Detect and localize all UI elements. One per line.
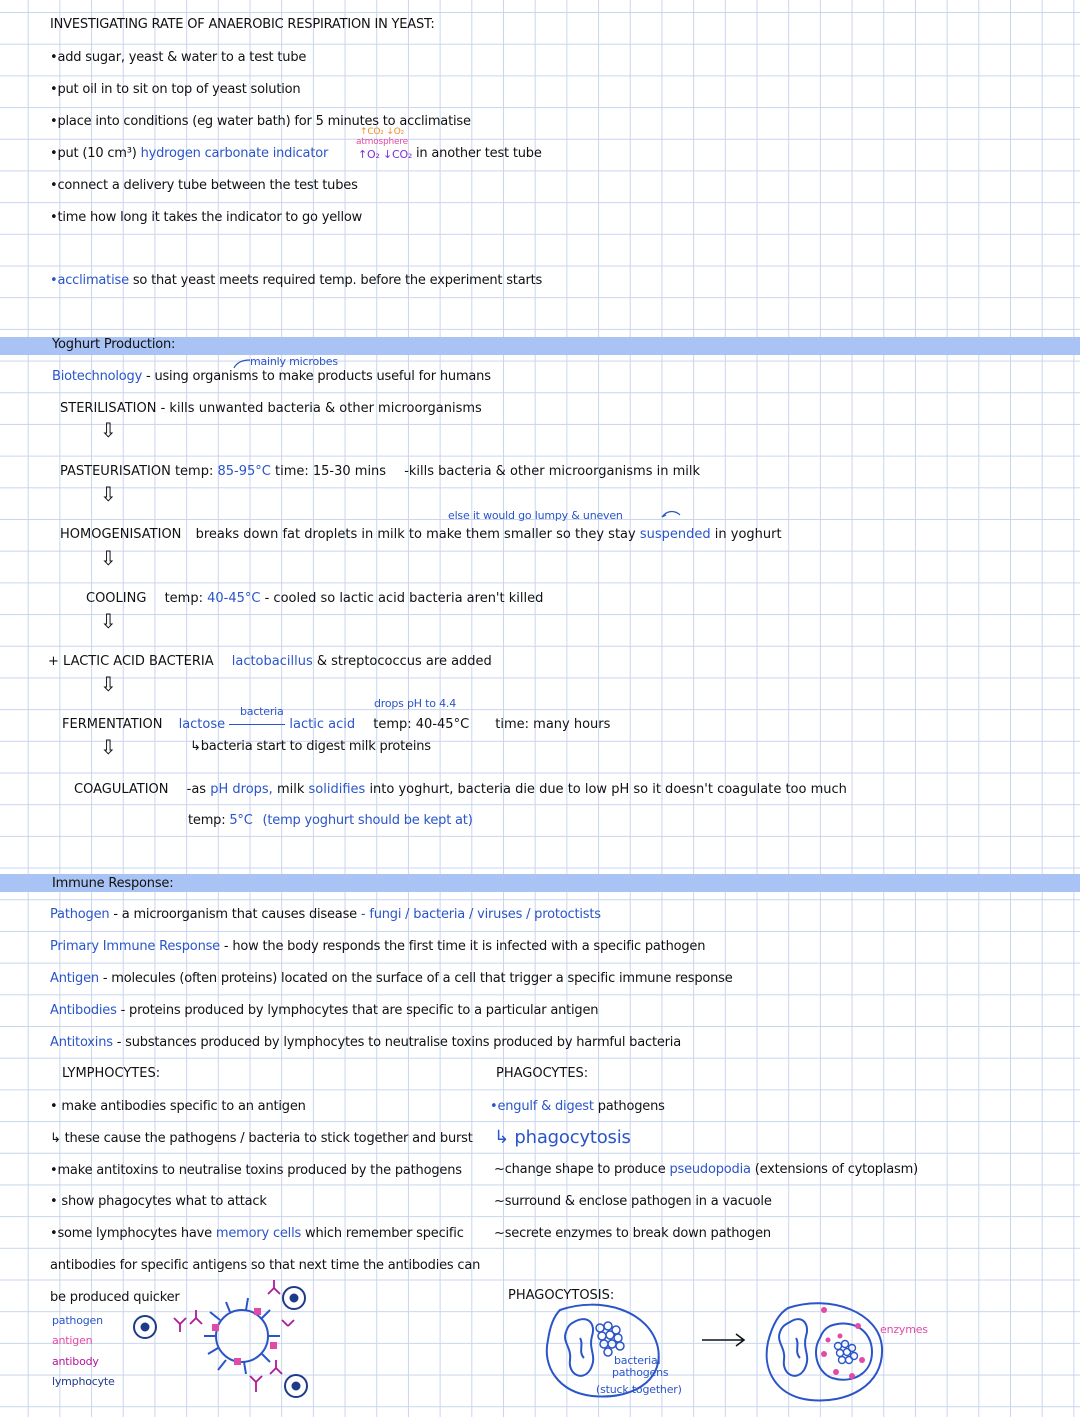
coagulation-temp-label: temp: xyxy=(188,813,226,828)
pasteurisation-line xyxy=(60,464,700,480)
antitoxins-def: - substances produced by lymphocytes to neutralise toxins produced by harmful bacteria xyxy=(116,1035,681,1050)
biotech-def: - using organisms to make products useful for humans xyxy=(146,369,491,384)
pasteurisation-temp-label: temp: xyxy=(174,464,214,479)
homogenisation-note: else it would go lumpy & uneven xyxy=(448,509,623,522)
lymphocyte-point: •make antitoxins to neutralise toxins produced by the pathogens xyxy=(50,1163,462,1178)
coagulation-temp-line xyxy=(188,813,473,829)
antibody-diagram xyxy=(130,1284,330,1404)
fermentation-label: FERMENTATION xyxy=(62,717,163,732)
coagulation-rest: into yoghurt, bacteria die due to low pH so it doesn't coagulate too much xyxy=(369,782,847,797)
step4-post: in another test tube xyxy=(416,146,542,161)
yeast-step-5: •connect a delivery tube between the test tubes xyxy=(50,178,358,193)
biotech-line xyxy=(52,369,491,385)
annotation-arrow xyxy=(232,356,262,370)
down-arrow-icon: ⇩ xyxy=(100,418,117,442)
atmosphere-note-bot: ↑O₂ ↓CO₂ xyxy=(358,148,413,161)
surround-line: ~surround & enclose pathogen in a vacuole xyxy=(494,1194,772,1209)
memory-line-3: be produced quicker xyxy=(50,1290,180,1305)
lactic-acid-term: lactic acid xyxy=(289,717,356,732)
pathogen-term: Pathogen xyxy=(50,907,110,922)
pathogens-label: pathogens xyxy=(612,1366,669,1379)
antigen-def: - molecules (often proteins) located on the surface of a cell that trigger a specific immune response xyxy=(102,971,733,986)
pseudopodia-term: pseudopodia xyxy=(669,1162,751,1177)
yeast-step-4 xyxy=(50,146,542,162)
acclimatise-line xyxy=(50,273,542,289)
phagocytes-heading: PHAGOCYTES: xyxy=(496,1066,589,1081)
lymphocyte-point: • make antibodies specific to an antigen xyxy=(50,1099,306,1114)
bacteria-cluster-icon xyxy=(596,1322,624,1356)
coagulation-milk: milk xyxy=(276,782,305,797)
indicator-term: hydrogen carbonate indicator xyxy=(140,146,329,161)
memory-cells-term: memory cells xyxy=(215,1226,302,1241)
lymphocyte-icon xyxy=(283,1287,305,1309)
ph-drops-term: pH drops, xyxy=(210,782,273,797)
phagocytosis-diagram-title: PHAGOCYTOSIS: xyxy=(508,1288,615,1303)
antibodies-def: - proteins produced by lymphocytes that are specific to a particular antigen xyxy=(120,1003,599,1018)
homogenisation-line xyxy=(60,527,782,543)
sterilisation-label: STERILISATION xyxy=(60,401,157,416)
memory-pre: •some lymphocytes have xyxy=(50,1226,212,1241)
bacterial-label: bacterial xyxy=(614,1354,661,1367)
primary-term: Primary Immune Response xyxy=(50,939,220,954)
homogenisation-end: in yoghurt xyxy=(714,527,782,542)
lymphocyte-point: • show phagocytes what to attack xyxy=(50,1194,267,1209)
lab-rest: & streptococcus are added xyxy=(316,654,492,669)
pasteurisation-temp: 85-95°C xyxy=(217,464,271,479)
cooling-label: COOLING xyxy=(86,591,147,606)
engulf-term: •engulf & digest xyxy=(490,1099,594,1114)
primary-line xyxy=(50,939,705,955)
ph-note: drops pH to 4.4 xyxy=(374,697,456,710)
yoghurt-title: Yoghurt Production: xyxy=(52,337,176,352)
pseudopodia-line xyxy=(494,1162,918,1178)
secrete-line: ~secrete enzymes to break down pathogen xyxy=(494,1226,771,1241)
pathogen-examples: - fungi / bacteria / viruses / protoctists xyxy=(360,907,601,922)
sterilisation-desc: - kills unwanted bacteria & other microorganisms xyxy=(160,401,482,416)
fermentation-sub: ↳bacteria start to digest milk proteins xyxy=(190,739,431,754)
engulf-rest: pathogens xyxy=(597,1099,665,1114)
pseudo-pre: ~change shape to produce xyxy=(494,1162,666,1177)
pasteurisation-time: time: 15-30 mins xyxy=(274,464,387,479)
cooling-temp: 40-45°C xyxy=(207,591,261,606)
antigen-line xyxy=(50,971,733,987)
atmosphere-note-mid: atmosphere xyxy=(356,137,409,147)
fermentation-line xyxy=(62,717,610,733)
acclimatise-term: •acclimatise xyxy=(50,273,129,288)
lab-line xyxy=(48,654,492,670)
solidifies-term: solidifies xyxy=(308,782,366,797)
phagocytosis-term: ↳ phagocytosis xyxy=(494,1127,631,1148)
sterilisation-line xyxy=(60,401,482,417)
memory-line-2: antibodies for specific antigens so that next time the antibodies can xyxy=(50,1258,481,1273)
lab-label: + LACTIC ACID BACTERIA xyxy=(48,654,214,669)
pasteurisation-label: PASTEURISATION xyxy=(60,464,171,479)
lymphocyte-icon xyxy=(285,1375,307,1397)
vacuole-bacteria-icon xyxy=(835,1341,858,1364)
bacteria-above-arrow: bacteria xyxy=(240,705,284,718)
primary-def: - how the body responds the first time it is infected with a specific pathogen xyxy=(223,939,706,954)
pathogen-icon xyxy=(204,1298,280,1374)
coagulation-temp: 5°C xyxy=(229,813,253,828)
homogenisation-desc: breaks down fat droplets in milk to make them smaller so they stay xyxy=(195,527,636,542)
engulf-line xyxy=(490,1099,665,1115)
yeast-step-1: •add sugar, yeast & water to a test tube xyxy=(50,50,307,65)
cooling-line xyxy=(86,591,543,607)
acclimatise-def: so that yeast meets required temp. before the experiment starts xyxy=(132,273,543,288)
yeast-step-3: •place into conditions (eg water bath) for 5 minutes to acclimatise xyxy=(50,114,471,129)
legend-antibody: antibody xyxy=(52,1355,99,1368)
down-arrow-icon: ⇩ xyxy=(100,546,117,570)
coagulation-label: COAGULATION xyxy=(74,782,169,797)
cooling-desc: - cooled so lactic acid bacteria aren't killed xyxy=(264,591,544,606)
atmosphere-note-top: ↑CO₂ ↓O₂ xyxy=(360,127,405,137)
suspended-term: suspended xyxy=(639,527,711,542)
antitoxins-term: Antitoxins xyxy=(50,1035,113,1050)
lymphocyte-point: ↳ these cause the pathogens / bacteria to stick together and burst xyxy=(50,1131,473,1146)
down-arrow-icon: ⇩ xyxy=(100,672,117,696)
lactobacillus-term: lactobacillus xyxy=(231,654,313,669)
pasteurisation-desc: -kills bacteria & other microorganisms in milk xyxy=(404,464,701,479)
antibodies-line xyxy=(50,1003,598,1019)
coagulation-line xyxy=(74,782,847,798)
yeast-step-2: •put oil in to sit on top of yeast solution xyxy=(50,82,301,97)
pathogen-def: - a microorganism that causes disease xyxy=(113,907,357,922)
memory-post: which remember specific xyxy=(305,1226,464,1241)
enzymes-label: enzymes xyxy=(880,1323,928,1336)
immune-title: Immune Response: xyxy=(52,876,174,891)
fermentation-temp: temp: 40-45°C xyxy=(373,717,470,732)
mainly-microbes-note: mainly microbes xyxy=(250,355,338,368)
cooling-temp-label: temp: xyxy=(164,591,203,606)
fermentation-time: time: many hours xyxy=(495,717,611,732)
pseudo-post: (extensions of cytoplasm) xyxy=(754,1162,918,1177)
down-arrow-icon: ⇩ xyxy=(100,482,117,506)
antitoxins-line xyxy=(50,1035,681,1051)
lymphocyte-icon xyxy=(134,1316,156,1338)
process-arrow-icon xyxy=(702,1334,744,1346)
antibodies-term: Antibodies xyxy=(50,1003,117,1018)
coagulation-pre: -as xyxy=(186,782,207,797)
legend-lymphocyte: lymphocyte xyxy=(52,1375,115,1388)
coagulation-temp-note: (temp yoghurt should be kept at) xyxy=(262,813,473,828)
memory-line xyxy=(50,1226,464,1242)
annotation-arrow xyxy=(660,509,684,521)
enzyme-dots-icon xyxy=(821,1307,865,1379)
lactose-term: lactose xyxy=(178,717,226,732)
yeast-title: INVESTIGATING RATE OF ANAEROBIC RESPIRATION IN YEAST: xyxy=(50,17,435,32)
down-arrow-icon: ⇩ xyxy=(100,735,117,759)
stuck-together-label: (stuck together) xyxy=(596,1383,682,1396)
lymphocytes-heading: LYMPHOCYTES: xyxy=(62,1066,161,1081)
yeast-step-6: •time how long it takes the indicator to go yellow xyxy=(50,210,363,225)
legend-pathogen: pathogen xyxy=(52,1314,103,1327)
down-arrow-icon: ⇩ xyxy=(100,609,117,633)
step4-pre: •put (10 cm³) xyxy=(50,146,137,161)
legend-antigen: antigen xyxy=(52,1334,93,1347)
biotech-term: Biotechnology xyxy=(52,369,143,384)
antigen-term: Antigen xyxy=(50,971,99,986)
homogenisation-label: HOMOGENISATION xyxy=(60,527,182,542)
pathogen-line xyxy=(50,907,601,923)
